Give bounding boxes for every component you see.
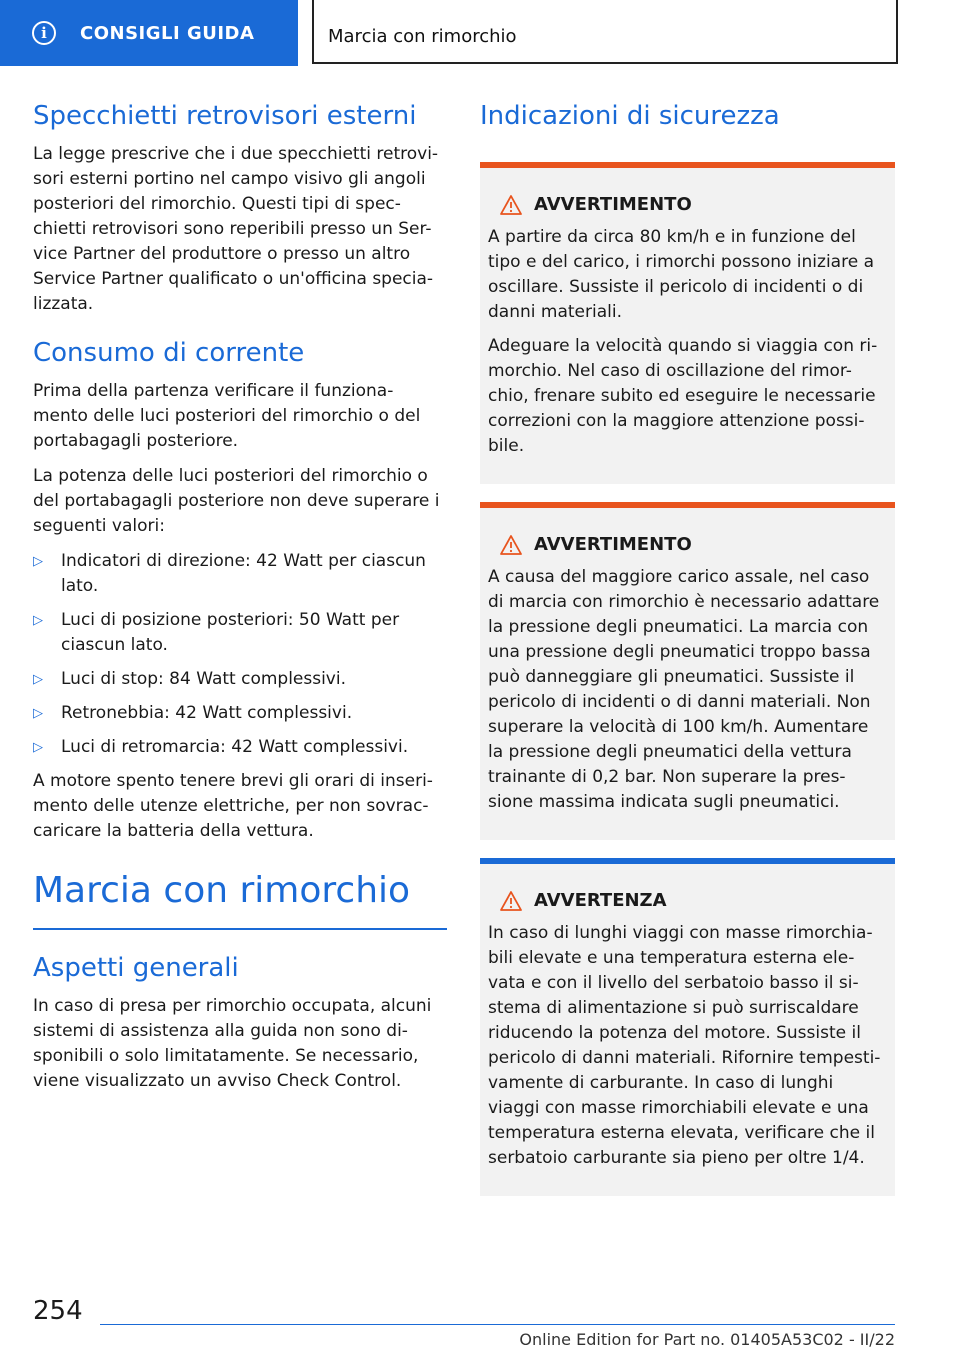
- notice-box: [480, 858, 895, 1196]
- left-column: [33, 96, 447, 1104]
- warning-text: A partire da circa 80 km/h e in funzione del tipo e del carico, i rimorchi possono iniziare a oscillare. Sussiste il pericolo di incidenti o di danni materiali.: [488, 227, 874, 322]
- chapter-header: [312, 0, 898, 64]
- warning-triangle-icon: [500, 535, 522, 555]
- list-item: ▷ Indicatori di direzione: 42 Watt per ciascun lato.: [33, 551, 426, 596]
- warning-box: [480, 502, 895, 840]
- list-item: ▷ Retronebbia: 42 Watt complessivi.: [33, 701, 447, 726]
- warning-box: [480, 162, 895, 484]
- chapter-divider: [33, 928, 447, 930]
- mirrors-heading: Specchietti retrovisori esterni: [33, 101, 417, 131]
- notice-text: In caso di lunghi viaggi con masse rimorchia-bili elevate e una temperatura esterna ele-vata e con il livello del serbatoio basso il si-stema di alimentazione si può surriscaldare riducendo la potenza del motore. Sussiste il pericolo di danni materiali. Rifornire tempesti-vamente di carburante. In caso di lunghi viaggi con masse rimorchiabili elevate e una temperatura esterna elevata, verificare che il serbatoio carburante sia pieno per oltre 1/4.: [488, 923, 881, 1168]
- towing-chapter-heading: Marcia con rimorchio: [33, 870, 411, 911]
- triangle-bullet-icon: ▷: [33, 554, 43, 569]
- footer-divider: [100, 1324, 895, 1325]
- power-paragraph-1: Prima della partenza verificare il funziona-mento delle luci posteriori del rimorchio o del portabagagli posteriore.: [33, 381, 421, 451]
- warning-text: Adeguare la velocità quando si viaggia con ri-morchio. Nel caso di oscillazione del rimor-chio, frenare subito ed eseguire le necessarie correzioni con la maggiore attenzione possi-bile.: [488, 336, 878, 456]
- power-heading: Consumo di corrente: [33, 338, 305, 368]
- mirrors-text: La legge prescrive che i due specchietti retrovi-sori esterni portino nel campo visivo gli angoli posteriori del rimorchio. Questi tipi di spec-chietti retrovisori sono reperibili presso un Ser-vice Partner del produttore o presso un altro Service Partner qualificato o un'officina specia-lizzata.: [33, 144, 439, 314]
- section-tab-label: CONSIGLI GUIDA: [80, 22, 255, 44]
- triangle-bullet-icon: ▷: [33, 740, 43, 755]
- power-limits-list: [33, 549, 447, 760]
- warning-triangle-icon: [500, 195, 522, 215]
- page-number: 254: [33, 1296, 83, 1326]
- section-tab[interactable]: [0, 0, 298, 66]
- power-paragraph-2: La potenza delle luci posteriori del rimorchio o del portabagagli posteriore non deve superare i seguenti valori:: [33, 466, 440, 536]
- chapter-header-title: Marcia con rimorchio: [328, 26, 517, 47]
- right-column: [480, 96, 895, 1214]
- list-item: ▷ Luci di stop: 84 Watt complessivi.: [33, 667, 447, 692]
- general-aspects-heading: Aspetti generali: [33, 953, 239, 983]
- info-icon: i: [32, 21, 56, 45]
- triangle-bullet-icon: ▷: [33, 706, 43, 721]
- triangle-bullet-icon: ▷: [33, 672, 43, 687]
- notice-title: AVVERTENZA: [534, 890, 667, 911]
- warning-title: AVVERTIMENTO: [534, 194, 692, 215]
- power-paragraph-3: A motore spento tenere brevi gli orari di inseri-mento delle utenze elettriche, per non sovrac-caricare la batteria della vettura.: [33, 771, 433, 841]
- edition-note: Online Edition for Part no. 01405A53C02 - II/22: [519, 1330, 895, 1349]
- warning-triangle-icon: [500, 891, 522, 911]
- safety-heading: Indicazioni di sicurezza: [480, 101, 780, 131]
- warning-text: A causa del maggiore carico assale, nel caso di marcia con rimorchio è necessario adattare la pressione degli pneumatici. La marcia con una pressione degli pneumatici troppo bassa può danneggiare gli pneumatici. Sussiste il pericolo di incidenti o di danni materiali. Non superare la velocità di 100 km/h. Aumentare la pressione degli pneumatici della vettura trainante di 0,2 bar. Non superare la pres-sione massima indicata sugli pneumatici.: [488, 567, 880, 812]
- warning-title: AVVERTIMENTO: [534, 534, 692, 555]
- list-item: ▷ Luci di retromarcia: 42 Watt complessivi.: [33, 735, 447, 760]
- list-item: ▷ Luci di posizione posteriori: 50 Watt per ciascun lato.: [33, 610, 400, 655]
- triangle-bullet-icon: ▷: [33, 613, 43, 628]
- general-aspects-text: In caso di presa per rimorchio occupata, alcuni sistemi di assistenza alla guida non sono di-sponibili o solo limitatamente. Se necessario, viene visualizzato un avviso Check Control.: [33, 996, 432, 1091]
